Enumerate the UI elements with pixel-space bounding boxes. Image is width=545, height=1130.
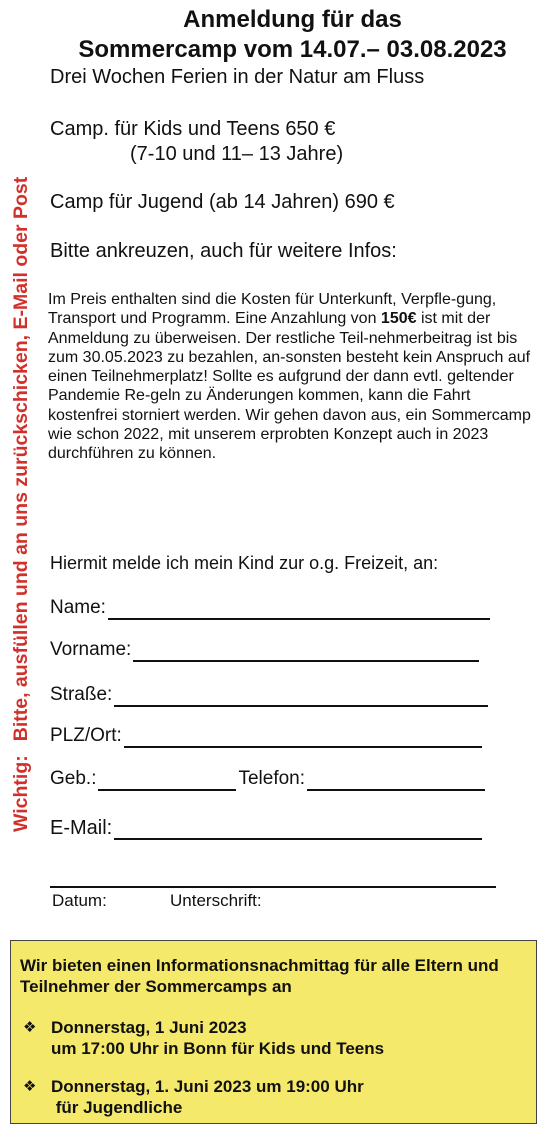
page-title-line1: Anmeldung für das: [183, 6, 402, 33]
bullet-2-line2: für Jugendliche: [51, 1098, 183, 1117]
name-field[interactable]: [50, 596, 490, 620]
offer-kids-ages: (7-10 und 11– 13 Jahre): [130, 143, 344, 165]
diamond-bullet-icon: ❖: [23, 1019, 37, 1036]
page-title-line2: Sommercamp vom 14.07.– 03.08.2023: [78, 36, 507, 63]
strasse-label: Straße:: [50, 684, 113, 705]
name-line[interactable]: [108, 600, 490, 620]
vorname-label: Vorname:: [50, 639, 132, 660]
strasse-field[interactable]: [50, 683, 488, 707]
geb-telefon-field[interactable]: [50, 767, 485, 791]
strasse-line[interactable]: [114, 687, 488, 707]
diamond-bullet-icon: ❖: [23, 1078, 37, 1095]
email-line[interactable]: [114, 820, 482, 840]
vorname-line[interactable]: [133, 642, 479, 662]
name-label: Name:: [50, 597, 106, 618]
offer-youth: Camp für Jugend (ab 14 Jahren) 690 €: [50, 191, 395, 213]
info-box-intro: Wir bieten einen Informationsnachmittag für alle Eltern und Teilnehmer der Sommercamps an: [20, 956, 499, 996]
email-label: E-Mail:: [50, 817, 113, 839]
check-prompt: Bitte ankreuzen, auch für weitere Infos:: [50, 240, 397, 262]
unterschrift-label: Unterschrift:: [170, 891, 262, 910]
info-paragraph-part1: Im Preis enthalten sind die Kosten für Unterkunft, Verpfle-gung, Transport und Programm. Eine Anzahlung von: [48, 291, 497, 328]
side-note-text: Bitte, ausfüllen und an uns zurückschicken, E-Mail oder Post: [10, 176, 32, 742]
geb-label: Geb.:: [50, 768, 97, 789]
plz-line[interactable]: [124, 728, 482, 748]
info-paragraph: [48, 290, 538, 464]
info-event-box: [10, 940, 537, 1124]
list-item: [23, 1076, 364, 1118]
vorname-field[interactable]: [50, 638, 479, 662]
form-intro: Hiermit melde ich mein Kind zur o.g. Freizeit, an:: [50, 553, 439, 573]
plz-label: PLZ/Ort:: [50, 725, 122, 746]
side-note: [6, 44, 36, 832]
bullet-1-line1: Donnerstag, 1 Juni 2023: [51, 1018, 247, 1037]
info-paragraph-part2: ist mit der Anmeldung zu überweisen. Der restliche Teil-nehmerbeitrag ist bis zum 30.05.2023 zu bezahlen, an-sonsten besteht kein Anspruch auf einen Teilnehmerplatz! Sollte es aufgrund der dann evtl. geltender Pandemie Re-geln zu Änderungen kommen, kann die Fahrt kostenfrei storniert werden. Wir gehen davon aus, ein Sommercamp wie schon 2022, mit unserem erprobten Konzept auch in 2023 durchführen zu können.: [48, 310, 531, 463]
bullet-2-line1: Donnerstag, 1. Juni 2023 um 19:00 Uhr: [51, 1077, 364, 1096]
list-item: [23, 1017, 384, 1059]
geb-line[interactable]: [98, 771, 236, 791]
subtitle: Drei Wochen Ferien in der Natur am Fluss: [50, 66, 425, 88]
bullet-1-line2: um 17:00 Uhr in Bonn für Kids und Teens: [51, 1039, 385, 1058]
telefon-line[interactable]: [307, 771, 485, 791]
datum-label: Datum:: [52, 891, 107, 910]
deposit-amount: 150€: [380, 310, 417, 328]
signature-line[interactable]: [50, 886, 496, 888]
side-note-label: Wichtig:: [10, 755, 32, 832]
offer-kids: Camp. für Kids und Teens 650 €: [50, 118, 336, 140]
telefon-label: Telefon:: [238, 768, 306, 789]
email-field[interactable]: [50, 816, 482, 840]
plz-field[interactable]: [50, 724, 482, 748]
